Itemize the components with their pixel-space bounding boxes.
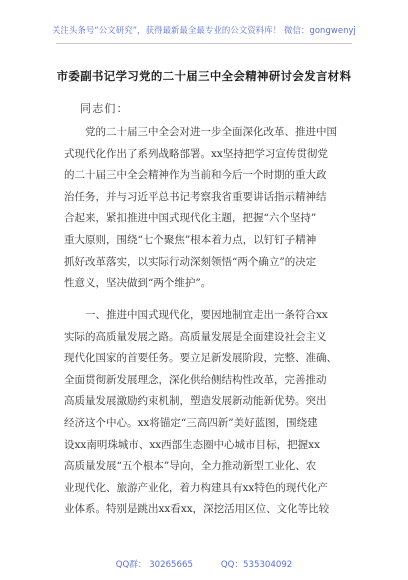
paragraph-line: 实际的高质量发展之路。高质量发展是全面建设社会主义 xyxy=(64,330,327,343)
paragraph-2 xyxy=(64,305,346,521)
header-divider xyxy=(56,43,352,44)
paragraph-line: 重大原则，围绕“七个聚焦”根本着力点，以钉钉子精神 xyxy=(64,233,317,246)
paragraph-line: 业现代化、旅游产业化，着力构建具有xx特色的现代化产 xyxy=(64,481,328,494)
footer-qq-contact: QQ：535304092 xyxy=(220,560,293,570)
paragraph-line: 合起来，紧扣推进中国式现代化主题，把握“六个坚持” xyxy=(64,212,317,225)
header-banner: 关注头条号“公文研究”，获得最新最全最专业的公文资料库！ 微信：gongwenyj xyxy=(52,25,356,35)
paragraph-line: 设xx南明珠城市、xx西部生态圈中心城市目标，把握xx xyxy=(64,438,321,451)
paragraph-line: 全面贯彻新发展理念，深化供给侧结构性改革，完善推动 xyxy=(64,373,327,386)
paragraph-line: 的二十届三中全会精神作为当前和今后一个时期的重大政 xyxy=(64,169,327,182)
salutation: 同志们： xyxy=(80,102,129,115)
paragraph-line: 高质量发展激励约束机制，塑造发展新动能新优势。突出 xyxy=(64,395,327,408)
paragraph-line: 式现代化作出了系列战略部署。xx坚持把学习宣传贯彻党 xyxy=(64,147,328,160)
footer xyxy=(0,558,408,570)
paragraph-line: 现代化国家的首要任务。要立足新发展阶段，完整、准确、 xyxy=(64,352,337,365)
paragraph-line: 经济这个中心。xx将锚定“三高四新”美好蓝图，围绕建 xyxy=(64,416,318,429)
paragraph-1 xyxy=(64,122,346,295)
paragraph-line: 党的二十届三中全会对进一步全面深化改革、推进中国 xyxy=(85,126,337,138)
paragraph-line: 一、推进中国式现代化，要因地制宜走出一条符合xx xyxy=(85,309,328,321)
paragraph-line: 抓好改革落实，以实际行动深刻领悟“两个确立”的决定 xyxy=(64,255,317,268)
paragraph-line: 高质量发展“五个根本”导向，全力推动新型工业化、农 xyxy=(64,460,317,473)
document-title: 市委副书记学习党的二十届三中全会精神研讨会发言材料 xyxy=(56,69,352,83)
paragraph-line: 治任务，并与习近平总书记考察我省重要讲话指示精神结 xyxy=(64,190,327,203)
footer-qq-group: QQ群： 30265665 xyxy=(115,560,193,570)
paragraph-line: 业体系。特别是跳出xx看xx，深挖活用区位、文化等比较 xyxy=(64,503,330,516)
paragraph-line: 性意义，坚决做到“两个维护”。 xyxy=(64,277,212,290)
